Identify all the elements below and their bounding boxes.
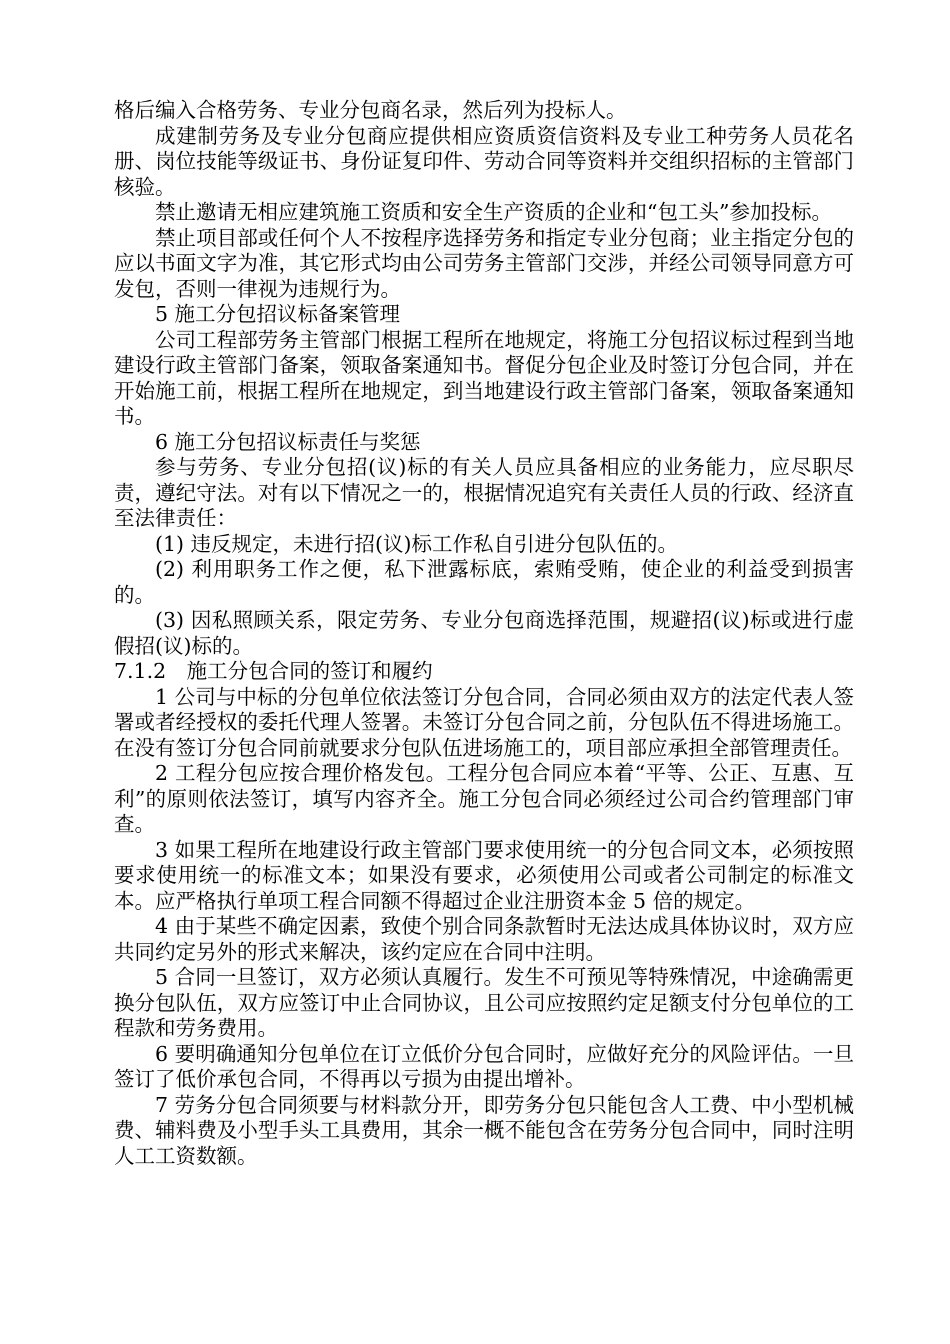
- list-item-violation-3: (3) 因私照顾关系，限定劳务、专业分包商选择范围，规避招(议)标或进行虚假招(议)标的。: [114, 608, 854, 658]
- heading-record-management: 5 施工分包招议标备案管理: [155, 302, 401, 326]
- paragraph-contract-item-2: 2 工程分包应按合理价格发包。工程分包合同应本着“平等、公正、互惠、互利”的原则依法签订，填写内容齐全。施工分包合同必须经过公司合约管理部门审查。: [114, 761, 854, 836]
- paragraph-prohibit-unqualified: 禁止邀请无相应建筑施工资质和安全生产资质的企业和“包工头”参加投标。: [155, 200, 832, 224]
- paragraph-responsibility: 参与劳务、专业分包招(议)标的有关人员应具备相应的业务能力，应尽职尽责，遵纪守法。对有以下情况之一的，根据情况追究有关责任人员的行政、经济直至法律责任：: [114, 455, 854, 530]
- paragraph-contract-item-5: 5 合同一旦签订，双方必须认真履行。发生不可预见等特殊情况，中途确需更换分包队伍，双方应签订中止合同协议，且公司应按照约定足额支付分包单位的工程款和劳务费用。: [114, 965, 854, 1040]
- section-heading-contract: 7.1.2 施工分包合同的签订和履约: [114, 659, 433, 683]
- paragraph-contract-item-3: 3 如果工程所在地建设行政主管部门要求使用统一的分包合同文本，必须按照要求使用统一的标准文本；如果没有要求，必须使用公司或者公司制定的标准文本。应严格执行单项工程合同额不得超过企业注册资本金 5 倍的规定。: [114, 837, 854, 913]
- list-item-violation-2: (2) 利用职务工作之便，私下泄露标底，索贿受贿，使企业的利益受到损害的。: [114, 557, 854, 607]
- paragraph-contract-item-1: 1 公司与中标的分包单位依法签订分包合同，合同必须由双方的法定代表人签署或者经授权的委托代理人签署。未签订分包合同之前，分包队伍不得进场施工。在没有签订分包合同前就要求分包队伍进场施工的，项目部应承担全部管理责任。: [114, 684, 854, 760]
- heading-responsibility: 6 施工分包招议标责任与奖惩: [155, 429, 421, 454]
- paragraph-contract-item-7: 7 劳务分包合同须要与材料款分开，即劳务分包只能包含人工费、中小型机械费、辅料费及小型手头工具费用，其余一概不能包含在劳务分包合同中，同时注明人工工资数额。: [114, 1092, 854, 1168]
- paragraph-subcontractor-documents: 成建制劳务及专业分包商应提供相应资质资信资料及专业工种劳务人员花名册、岗位技能等级证书、身份证复印件、劳动合同等资料并交组织招标的主管部门核验。: [114, 123, 854, 199]
- paragraph-contract-item-4: 4 由于某些不确定因素，致使个别合同条款暂时无法达成具体协议时，双方应共同约定另外的形式来解决，该约定应在合同中注明。: [114, 914, 854, 964]
- paragraph-prohibit-designation: 禁止项目部或任何个人不按程序选择劳务和指定专业分包商；业主指定分包的应以书面文字为准，其它形式均由公司劳务主管部门交涉，并经公司领导同意方可发包，否则一律视为违规行为。: [114, 225, 854, 301]
- list-item-violation-1: (1) 违反规定，未进行招(议)标工作私自引进分包队伍的。: [155, 531, 679, 556]
- paragraph-contract-item-6: 6 要明确通知分包单位在订立低价分包合同时，应做好充分的风险评估。一旦签订了低价承包合同，不得再以亏损为由提出增补。: [114, 1041, 854, 1091]
- paragraph-candidate-list: 格后编入合格劳务、专业分包商名录，然后列为投标人。: [114, 98, 627, 122]
- document-page: [114, 98, 854, 1169]
- paragraph-record-filing: 公司工程部劳务主管部门根据工程所在地规定，将施工分包招议标过程到当地建设行政主管部门备案，领取备案通知书。督促分包企业及时签订分包合同，并在开始施工前，根据工程所在地规定，到当地建设行政主管部门备案，领取备案通知书。: [114, 327, 854, 428]
